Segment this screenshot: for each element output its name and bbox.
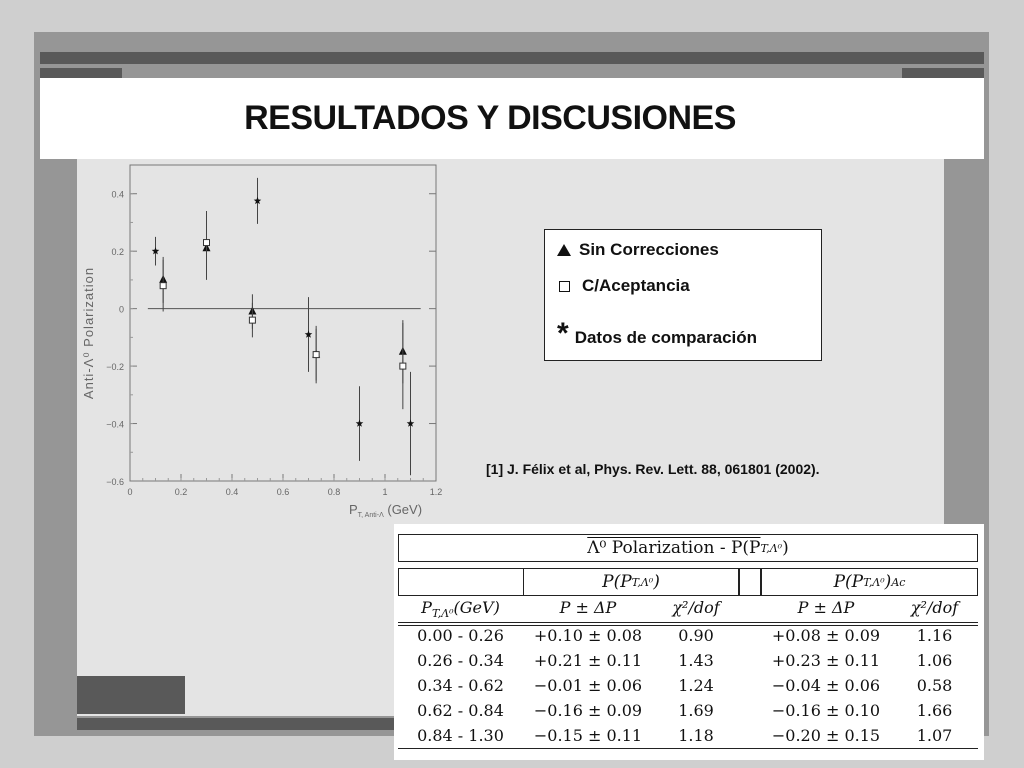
cell-pt: 0.26 - 0.34 (417, 651, 504, 670)
header-rule (398, 622, 978, 623)
polarization-chart (77, 158, 457, 528)
legend-item-acep (557, 276, 690, 296)
group-header-1: P(P T,Λ⁰ ) (523, 568, 739, 596)
results-table (394, 524, 984, 760)
col-header-p: P ± ΔP (559, 598, 617, 617)
col-header-pt: $P_{T,\Lambda^0}(GeV)$ (421, 598, 500, 621)
cell-p: −0.15 ± 0.11 (533, 726, 643, 745)
cell-chi2: 1.06 (916, 651, 953, 670)
square-point (204, 240, 210, 246)
caption-sub: T,Λ⁰ (760, 541, 783, 555)
cell-p2: +0.23 ± 0.11 (771, 651, 881, 670)
title-box (40, 78, 984, 159)
cell-chi: 1.18 (678, 726, 714, 745)
y-tick-label: −0.6 (106, 477, 124, 487)
cell-p: +0.10 ± 0.08 (533, 626, 643, 645)
cell-p: −0.16 ± 0.09 (533, 701, 643, 720)
bottom-left-block (77, 676, 185, 714)
cell-chi2: 1.16 (916, 626, 953, 645)
group-header-2: P(P T,Λ⁰ ) Ac (761, 568, 978, 596)
square-point (400, 363, 406, 369)
y-axis-label: Anti-Λ⁰ Polarization (81, 266, 96, 400)
x-tick-label: 0.2 (174, 487, 188, 497)
top-right-tab (902, 68, 984, 78)
x-tick-label: 1.2 (429, 487, 443, 497)
square-point (313, 352, 319, 358)
y-tick-label: 0.2 (111, 247, 124, 258)
cell-pt: 0.62 - 0.84 (417, 701, 504, 720)
legend-label-datos: Datos de comparación (574, 328, 758, 347)
cell-chi2: 1.07 (916, 726, 953, 745)
col-header-chi2: χ²/dof (910, 598, 959, 617)
top-bar (40, 52, 984, 64)
cell-pt: 0.84 - 1.30 (417, 726, 504, 745)
star-icon: * (557, 317, 569, 350)
group-header-empty (398, 568, 523, 596)
square-point (160, 283, 166, 289)
plot-frame (130, 165, 436, 481)
cell-p2: −0.16 ± 0.10 (771, 701, 881, 720)
group-spacer (739, 568, 761, 596)
x-tick-label: 0.6 (276, 487, 290, 497)
cell-chi: 1.24 (678, 676, 714, 695)
x-tick-label: 0.4 (225, 487, 239, 497)
square-point (249, 317, 255, 323)
y-tick-label: 0.4 (111, 189, 124, 200)
table-caption (398, 534, 978, 562)
legend-label-acep: C/Aceptancia (582, 276, 690, 295)
x-axis-label: $P_{T, Anti-\Lambda}$ (GeV) (349, 502, 423, 519)
caption-text: Λ⁰ Polarization - P(P (587, 538, 761, 558)
cell-pt: 0.00 - 0.26 (417, 626, 504, 645)
caption-end: ) (782, 538, 789, 558)
cell-p: −0.01 ± 0.06 (533, 676, 643, 695)
legend-label-sin: Sin Correcciones (579, 240, 719, 259)
x-tick-label: 0.8 (327, 487, 341, 497)
cell-chi2: 0.58 (916, 676, 953, 695)
legend-item-sin (557, 240, 719, 260)
cell-p2: −0.04 ± 0.06 (771, 676, 881, 695)
cell-chi: 0.90 (678, 626, 714, 645)
cell-chi: 1.69 (678, 701, 714, 720)
legend (544, 229, 822, 361)
triangle-icon (557, 244, 571, 256)
cell-chi: 1.43 (678, 651, 714, 670)
legend-item-datos (557, 317, 758, 350)
col-header-chi: χ²/dof (672, 598, 720, 617)
bottom-rule (398, 748, 978, 749)
cell-chi2: 1.66 (916, 701, 953, 720)
slide-title: RESULTADOS Y DISCUSIONES (244, 99, 736, 137)
square-icon (559, 281, 570, 292)
y-tick-label: −0.4 (106, 419, 124, 430)
x-tick-label: 0 (127, 487, 133, 497)
y-tick-label: −0.2 (106, 362, 124, 373)
top-left-tab (40, 68, 122, 78)
reference-citation: [1] J. Félix et al, Phys. Rev. Lett. 88, 061801 (2002). (486, 461, 820, 477)
cell-pt: 0.34 - 0.62 (417, 676, 504, 695)
cell-p2: +0.08 ± 0.09 (771, 626, 881, 645)
x-tick-label: 1 (382, 487, 388, 497)
cell-p: +0.21 ± 0.11 (533, 651, 643, 670)
col-header-p2: P ± ΔP (797, 598, 855, 617)
cell-p2: −0.20 ± 0.15 (771, 726, 881, 745)
y-tick-label: 0 (118, 304, 124, 315)
